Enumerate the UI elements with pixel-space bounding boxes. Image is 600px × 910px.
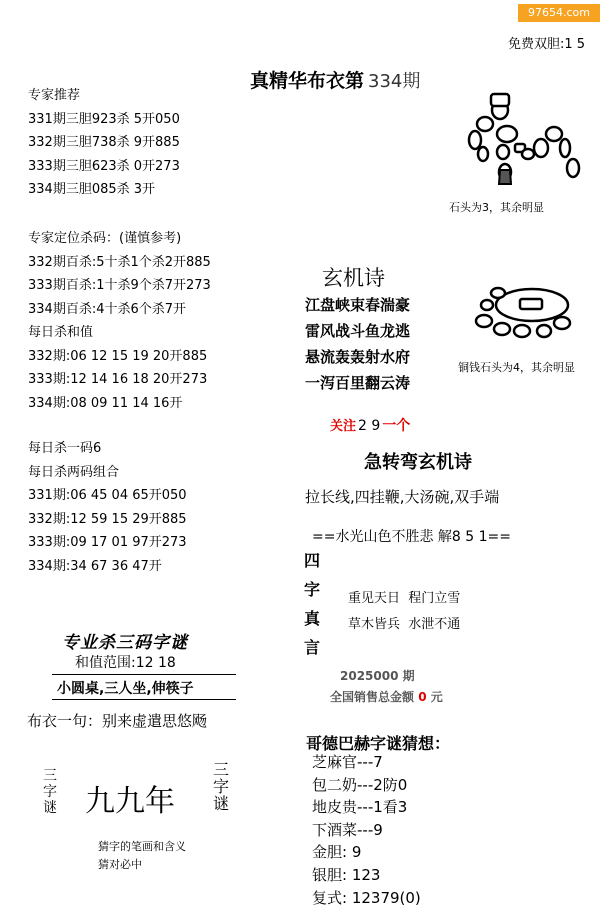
list-item: 331期三胆923杀 5开050 [28,111,180,127]
list-item: 芝麻官---7 [312,753,383,771]
riddle-side-left: 三字谜 [43,768,57,816]
lottery-sales [330,688,443,705]
list-item: 332期百杀:5十杀1个杀2开885 [28,254,211,270]
turn-poem-answer: ==水光山色不胜悲 解8 5 1== [312,529,511,545]
turn-poem-line: 拉长线,四挂鞭,大汤碗,双手端 [305,488,500,506]
four-words-char: 真 [304,609,321,628]
four-words-char: 言 [304,638,321,657]
list-item: 334期三胆085杀 3开 [28,182,156,197]
daily-kill [28,437,187,578]
stone-chain-illustration [455,88,595,198]
riddle-main: 九九年 [85,784,175,819]
list-item: 331期:06 45 04 65开050 [28,488,187,503]
mystic-poem-heading: 玄机诗 [322,266,385,290]
position-kill [28,227,211,415]
riddle-hint-2: 猜对必中 [98,858,142,871]
expert-recommend [28,84,180,202]
poem-line: 江盘峡束春湍豪 [305,296,411,314]
list-item: 332期:12 59 15 29开885 [28,511,187,527]
sales-value: 0 [418,690,427,704]
riddle-side-right: 三字谜 [213,760,230,813]
poem-line: 悬流轰轰射水府 [305,348,411,366]
four-words-vertical [304,546,320,662]
focus-line [330,415,410,435]
pro-kill-riddle: 小圆桌,三人坐,伸筷子 [57,681,194,697]
daily-kill-one: 每日杀一码6 [28,441,102,456]
list-item: 金胆: 9 [312,843,362,862]
lottery-issue: 2025000 期 [340,669,415,683]
list-item: 包二奶---2防0 [312,775,408,794]
buyi-line: 布衣一句：别来虚遣思悠飏 [27,712,208,730]
list-item: 下酒菜---9 [312,820,383,839]
list-item: 地皮贵---1看3 [312,798,408,817]
sales-unit: 元 [430,690,443,704]
goldbach-heading: 哥德巴赫字谜猜想： [306,734,451,753]
four-words-char: 字 [304,580,321,599]
list-item: 334期百杀:4十杀6个杀7开 [28,301,187,317]
stone-caption-1: 石头为3，其余明显 [449,201,544,214]
title-text: 真精华布衣第 [250,70,365,92]
list-item: 复式: 12379(0) [312,888,421,907]
list-item: 334期:08 09 11 14 16开 [28,395,183,411]
list-item: 333期三胆623杀 0开273 [28,158,180,174]
expert-recommend-heading: 专家推荐 [28,88,81,103]
list-item: 332期三胆738杀 9开885 [28,135,180,150]
poem-line: 雷风战斗鱼龙逃 [305,322,411,340]
issue-number: 334期 [368,71,421,92]
sales-label: 全国销售总金额 [330,690,415,704]
four-words-char: 四 [304,551,321,570]
stone-caption-2: 铜钱石头为4，其余明显 [458,361,575,374]
free-pick: 免费双胆:1 5 [508,37,586,52]
list-item: 333期:12 14 16 18 20开273 [28,372,208,387]
list-item: 332期:06 12 15 19 20开885 [28,348,208,364]
page-title [250,66,420,93]
list-item: 333期百杀:1十杀9个杀7开273 [28,278,211,293]
riddle-hint-1: 猜字的笔画和含义 [98,840,186,853]
focus-label: 关注 [330,419,357,434]
four-words-line-1: 重见天日 程门立雪 [348,591,461,606]
pro-kill-heading: 专业杀三码字谜 [62,633,188,653]
focus-value: 2 9 [358,418,381,434]
pro-kill-sum-range: 和值范围:12 18 [75,655,176,671]
poem-line: 一泻百里翻云涛 [305,374,411,392]
list-item: 334期:34 67 36 47开 [28,558,162,574]
position-kill-heading: 专家定位杀码：(谨慎参考) [28,231,182,246]
list-item: 银胆: 123 [312,865,381,884]
daily-sum-heading: 每日杀和值 [28,325,94,340]
coin-stones-illustration [470,283,580,343]
mystic-poem [305,292,410,396]
turn-poem-heading: 急转弯玄机诗 [364,452,472,473]
watermark: 97654.com [518,4,600,22]
list-item: 333期:09 17 01 97开273 [28,535,187,550]
goldbach-list [312,751,421,909]
four-words-line-2: 草木皆兵 水泄不通 [348,617,461,632]
focus-suffix: 一个 [382,418,411,434]
daily-kill-two-heading: 每日杀两码组合 [28,464,120,480]
